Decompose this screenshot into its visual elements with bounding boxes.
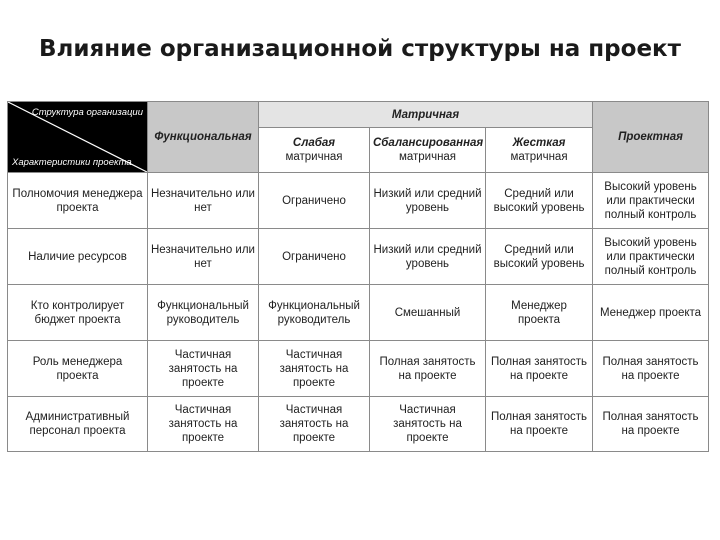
table-cell: Полная занятость на проекте <box>486 397 593 452</box>
row-label: Полномочия менеджера проекта <box>8 173 148 229</box>
row-label: Административный персонал проекта <box>8 397 148 452</box>
table-row <box>8 397 709 452</box>
header-balanced-matrix: Сбалансированная матричная <box>370 128 486 173</box>
corner-header <box>8 102 148 173</box>
table-cell: Частичная занятость на проекте <box>148 341 259 397</box>
table-cell: Низкий или средний уровень <box>370 173 486 229</box>
table-cell: Частичная занятость на проекте <box>259 397 370 452</box>
page-title: Влияние организационной структуры на проект <box>39 36 681 62</box>
table-cell: Полная занятость на проекте <box>593 397 709 452</box>
table-cell: Функциональный руководитель <box>259 285 370 341</box>
table-row <box>8 173 709 229</box>
table-cell: Ограничено <box>259 173 370 229</box>
table-row <box>8 229 709 285</box>
header-weak-matrix: Слабая матричная <box>259 128 370 173</box>
table-cell: Незначительно или нет <box>148 229 259 285</box>
table-row <box>8 341 709 397</box>
org-structure-table <box>7 101 709 452</box>
table-cell: Полная занятость на проекте <box>593 341 709 397</box>
table-cell: Функциональный руководитель <box>148 285 259 341</box>
table-cell: Менеджер проекта <box>486 285 593 341</box>
table-cell: Частичная занятость на проекте <box>370 397 486 452</box>
table-cell: Менеджер проекта <box>593 285 709 341</box>
table-cell: Частичная занятость на проекте <box>148 397 259 452</box>
row-label: Наличие ресурсов <box>8 229 148 285</box>
table-cell: Ограничено <box>259 229 370 285</box>
corner-bottom-label: Характеристики проекта <box>12 157 132 168</box>
table-cell: Средний или высокий уровень <box>486 229 593 285</box>
table-cell: Незначительно или нет <box>148 173 259 229</box>
table-cell: Высокий уровень или практически полный контроль <box>593 229 709 285</box>
header-functional: Функциональная <box>148 102 259 173</box>
table-row <box>8 285 709 341</box>
table-cell: Полная занятость на проекте <box>486 341 593 397</box>
table-cell: Низкий или средний уровень <box>370 229 486 285</box>
corner-top-label: Структура организации <box>31 107 143 118</box>
table-cell: Полная занятость на проекте <box>370 341 486 397</box>
table-cell: Смешанный <box>370 285 486 341</box>
table-cell: Средний или высокий уровень <box>486 173 593 229</box>
header-matrix: Матричная <box>259 102 593 128</box>
table-cell: Высокий уровень или практически полный контроль <box>593 173 709 229</box>
header-project: Проектная <box>593 102 709 173</box>
table-cell: Частичная занятость на проекте <box>259 341 370 397</box>
header-strong-matrix: Жесткая матричная <box>486 128 593 173</box>
row-label: Кто контролирует бюджет проекта <box>8 285 148 341</box>
row-label: Роль менеджера проекта <box>8 341 148 397</box>
